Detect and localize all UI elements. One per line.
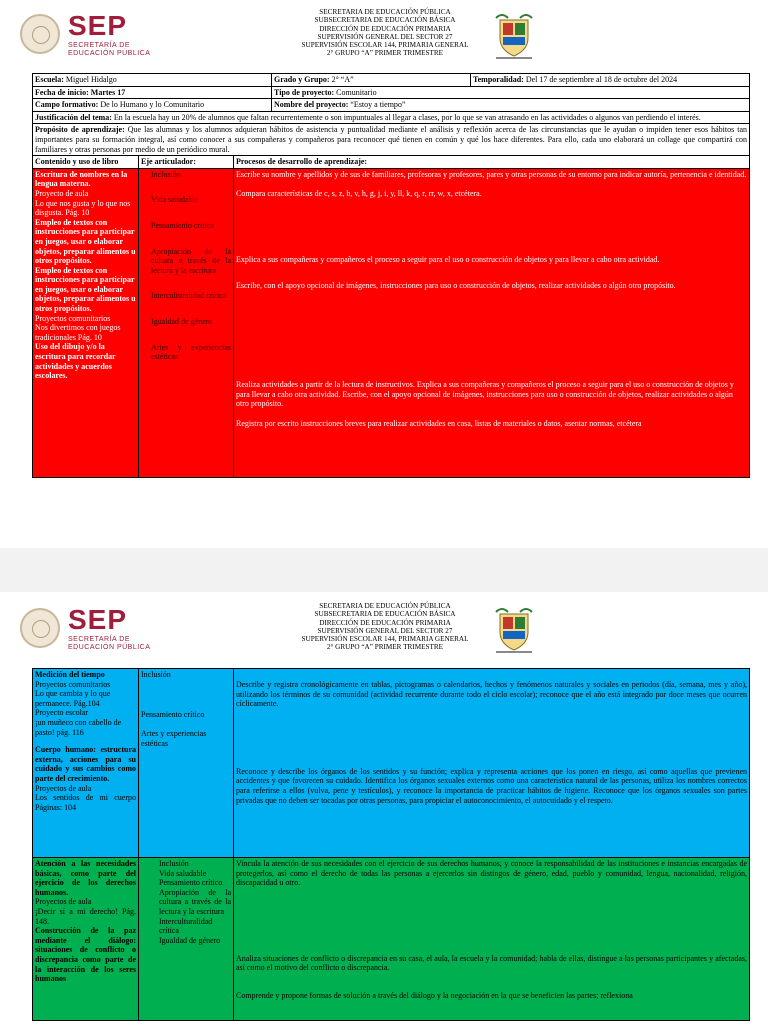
grado-cell: Grado y Grupo: 2° “A” [272, 74, 471, 87]
temporalidad-cell: Temporalidad: Del 17 de septiembre al 18 de octubre del 2024 [471, 74, 750, 87]
tipo-value: Comunitario [336, 87, 377, 97]
state-shield-icon [494, 606, 534, 654]
header-line: SUPERVISIÓN ESCOLAR 144, PRIMARIA GENERAL [301, 41, 469, 50]
fecha-cell: Fecha de inicio: Martes 17 [33, 86, 272, 99]
proceso-item: Explica a sus compañeras y compañeros el proceso a seguir para el uso o construcción de objetos y para llevar a cabo otra actividad. [236, 254, 660, 264]
escuela-cell: Escuela: Miguel Hidalgo [33, 74, 272, 87]
contenido-item: Empleo de textos con instrucciones para participar en juegos, usar o elaborar objetos, preparar alimentos u otros propósitos. [35, 265, 136, 314]
contenido-item: Atención a las necesidades básicas, como parte del ejercicio de los derechos humanos. [35, 859, 136, 897]
contenido-item: Lo que nos gusta y lo que nos disgusta. Pág. 10 [35, 198, 131, 218]
eje-item: Artes y experiencias estéticas [151, 342, 231, 362]
column-header-procesos: Procesos de desarrollo de aprendizaje: [234, 156, 750, 169]
sep-logo-subtitle-1: SECRETARÍA DE [68, 636, 130, 643]
eje-item: Interculturalidad crítica [159, 916, 213, 936]
table-row [33, 86, 750, 99]
contenido-item: Medición del tiempo [35, 670, 105, 679]
project-plan-table-continued [32, 668, 750, 1021]
proceso-item: Compara características de c, s, z, b, v, h, g, j, i, y, ll, k, q, r, rr, w, x, etcétera. [236, 189, 482, 199]
nombre-cell: Nombre del proyecto: “Estoy a tiempo” [272, 99, 750, 112]
contenido-item: Escritura de nombres en la lengua materna. [35, 169, 128, 189]
contenido-item: Nos divertimos con juegos tradicionales Pág. 10 [35, 323, 121, 342]
tipo-cell: Tipo de proyecto: Comunitario [272, 86, 750, 99]
national-seal-icon [20, 608, 60, 648]
eje-item: Igualdad de género [159, 935, 221, 945]
eje-item: Pensamiento crítico [141, 709, 205, 719]
eje-item: Inclusión [159, 859, 189, 868]
justificacion-cell: Justificación del tema: En la escuela hay un 20% de alumnos que faltan recurrentemente o son impuntuales al llegar a clases, por lo que se van atrasando en las actividades o algunos van perdiendo el interés. [33, 111, 750, 124]
contenido-item: Construcción de la paz mediante el diálogo: situaciones de conflicto o discrepancia como parte de la interacción de los seres humanos [35, 926, 136, 984]
proposito-cell: Propósito de aprendizaje: Que las alumnas y los alumnos adquieran hábitos de asistencia y puntualidad mediante el análisis y reflexión acerca de las circunstancias que le ayudan o impiden tener esos hábitos tan importantes para su formación integral, así como conocer a sus compañeras y compañeros para reconocer qué tienen en común y qué los hace diferentes. Para ello, cada uno elaborará un collage que compartirá con familiares y otras personas por medio de un periódico mural. [33, 124, 750, 156]
campo-value: De lo Humano y lo Comunitario [100, 100, 205, 110]
eje-item: Interculturalidad crítica [151, 291, 227, 301]
header-line: DIRECCIÓN DE EDUCACIÓN PRIMARIA [319, 24, 451, 33]
table-row [33, 99, 750, 112]
blue-contenido-cell [33, 669, 139, 858]
contenido-item: ¡un muñeco con cabello de pasto! pág. 116 [35, 717, 122, 737]
red-content-row [33, 168, 750, 477]
justificacion-value: En la escuela hay un 20% de alumnos que faltan recurrentemente o son impuntuales al llegar a clases, por lo que se van atrasando en las actividades o algunos van perdiendo el interés. [113, 112, 701, 122]
eje-item: Inclusión [151, 169, 181, 179]
document-header [270, 8, 500, 58]
column-header-eje: Eje articulador: [139, 156, 234, 169]
eje-item: Inclusión [141, 670, 171, 679]
proceso-item: Realiza actividades a partir de la lectura de instructivos. Explica a sus compañeras y compañeros el proceso a seguir para el uso o construcción de objetos y para llevar a cabo otra actividad. Escribe, con el apoyo opcional de imágenes, instrucciones para uso o construcción de objetos, realizar actividades o algún otro propósito. [236, 380, 734, 409]
green-procesos-cell [234, 858, 750, 1021]
red-procesos-cell [234, 168, 750, 477]
header-line: SECRETARIA DE EDUCACIÓN PÚBLICA [319, 8, 451, 16]
grado-value: 2° “A” [331, 75, 354, 84]
national-seal-icon [20, 14, 60, 54]
column-header-row [33, 156, 750, 169]
header-line: SECRETARIA DE EDUCACIÓN PÚBLICA [319, 602, 451, 610]
project-plan-table [32, 73, 750, 478]
eje-item: Pensamiento crítico [159, 878, 223, 888]
column-header-contenido: Contenido y uso de libro [33, 156, 139, 169]
nombre-value: “Estoy a tiempo” [350, 100, 406, 110]
header-line: SUPERVISIÓN GENERAL DEL SECTOR 27 [317, 626, 453, 635]
contenido-item: Empleo de textos con instrucciones para participar en juegos, usar o elaborar objetos, preparar alimentos u otros propósitos. [35, 217, 136, 266]
contenido-item: Uso del dibujo y/o la escritura para recordar actividades y acuerdos escolares. [35, 342, 116, 381]
proceso-item: Reconoce y describe los órganos de los sentidos y su función; explica y representa acciones que los ponen en riesgo, así como aquellas que previenen accidentes y que favorecen su cuidado. Identifica los órganos sexuales externos como una característica natural de las personas, utiliza los nombres correctos para referirse a ellos (vulva, pene y testículos), y reconoce la importancia de practicar hábitos de higiene. Reconoce que los órganos sexuales son partes privadas que no deben ser tocadas por otras personas, para propiciar el autoconocimiento, el autocuidado y el respeto. [236, 766, 747, 805]
header-line: SUBSECRETARIA DE EDUCACIÓN BÁSICA [314, 610, 456, 619]
eje-item: Vida saludable [159, 868, 207, 878]
contenido-item: Los sentidos de mi cuerpo Páginas: 104 [35, 793, 136, 812]
sep-logo-subtitle-2: EDUCACIÓN PÚBLICA [68, 50, 151, 57]
proceso-item: Escribe su nombre y apellidos y de sus de familiares, profesoras y profesores, pares y otras personas de su entorno para indicar autoría, pertenencia e identidad. [236, 169, 747, 179]
header-line: SUPERVISIÓN GENERAL DEL SECTOR 27 [317, 32, 453, 41]
blue-procesos-cell [234, 669, 750, 858]
blue-content-row [33, 669, 750, 858]
temporalidad-value: Del 17 de septiembre al 18 de octubre del 2024 [525, 75, 678, 84]
proceso-item: Analiza situaciones de conflicto o discrepancia en su casa, el aula, la escuela y la comunidad; habla de ellas, distingue a las personas participantes y afectadas, así como el motivo del conflicto o discrepancia. [236, 953, 747, 973]
contenido-item: Proyectos de aula [35, 783, 92, 793]
contenido-item: Lo que cambia y lo que permanece. Pág.104 [35, 689, 111, 708]
sep-logo-subtitle-1: SECRETARÍA DE [68, 42, 130, 49]
proposito-value: Que las alumnas y los alumnos adquieran hábitos de asistencia y puntualidad mediante el análisis y reflexión acerca de las circunstancias que le ayudan o impiden tener esos hábitos tan importantes para su formación integral, así como conocer a sus compañeras y compañeros para reconocer qué tienen en común y qué los hace diferentes. Para ello, cada uno elaborará un collage que compartirá con familiares y otras personas por medio de un periódico mural. [35, 125, 748, 154]
header-line: 2° GRUPO “A” PRIMER TRIMESTRE [326, 49, 444, 58]
table-row [33, 124, 750, 156]
sep-logo-subtitle-2: EDUCACIÓN PÚBLICA [68, 644, 151, 651]
proceso-item: Comprende y propone formas de solución a través del diálogo y la negociación en la que se beneficien las partes; reflexiona [236, 990, 633, 1000]
red-eje-cell [139, 168, 234, 477]
header-line: 2° GRUPO “A” PRIMER TRIMESTRE [326, 643, 444, 652]
proceso-item: Escribe, con el apoyo opcional de imágenes, instrucciones para uso o construcción de objetos, realizar actividades o algún otro propósito. [236, 280, 676, 290]
eje-item: Artes y experiencias estéticas [141, 729, 207, 748]
sep-logo-text: SEP [68, 604, 128, 635]
contenido-item: Proyectos comunitarios [35, 679, 111, 689]
campo-cell: Campo formativo: De lo Humano y lo Comunitario [33, 99, 272, 112]
header-line: SUBSECRETARIA DE EDUCACIÓN BÁSICA [314, 16, 456, 25]
sep-logo-text: SEP [68, 10, 128, 41]
sep-logo [20, 12, 180, 60]
contenido-item: Proyecto de aula [35, 188, 89, 198]
sep-logo [20, 606, 180, 654]
green-contenido-cell [33, 858, 139, 1021]
contenido-item: Cuerpo humano: estructura externa, acciones para su cuidado y sus cambios como parte del crecimiento. [35, 745, 136, 783]
red-contenido-cell [33, 168, 139, 477]
eje-item: Pensamiento crítico [151, 220, 215, 230]
document-header [270, 602, 500, 652]
proceso-item: Describe y registra cronológicamente en tablas, pictogramas o calendarios, hechos y fenómenos naturales y sociales en periodos (día, semana, mes y año), utilizando los términos de su comunidad (actividad recurrente durante todo el ciclo escolar); reconoce que el año está integrado por doce meses que ocurren cíclicamente. [236, 680, 747, 709]
header-line: SUPERVISIÓN ESCOLAR 144, PRIMARIA GENERAL [301, 635, 469, 644]
contenido-item: Proyecto escolar [35, 708, 89, 718]
contenido-item: ¡Decir sí a mi derecho! Pág. 148. [35, 906, 136, 926]
green-content-row [33, 858, 750, 1021]
eje-item: Apropiación de la cultura a través de la lectura y la escritura [151, 246, 231, 275]
state-shield-icon [494, 12, 534, 60]
contenido-item: Proyectos de aula [35, 897, 92, 907]
contenido-item: Proyectos comunitarios [35, 313, 111, 323]
green-eje-cell [139, 858, 234, 1021]
table-row [33, 111, 750, 124]
eje-item: Igualdad de género [151, 316, 213, 326]
header-line: DIRECCIÓN DE EDUCACIÓN PRIMARIA [319, 618, 451, 627]
table-row [33, 74, 750, 87]
document-page-2 [0, 592, 768, 1024]
blue-eje-cell [139, 669, 234, 858]
eje-item: Apropiación de la cultura a través de la lectura y la escritura [159, 887, 231, 916]
eje-item: Vida saludable [151, 195, 199, 205]
proceso-item: Registra por escrito instrucciones breves para realizar actividades en casa, listas de materiales o datos, asentar normas, etcétera [236, 418, 642, 428]
proceso-item: Vincula la atención de sus necesidades con el ejercicio de sus derechos humanos, y conoce la responsabilidad de las instituciones e instancias encargadas de protegerlos, así como el derecho de todas las personas a ejercerlos sin distingos de género, edad, pueblo y comunidad, lengua, nacionalidad, religión, discapacidad u otro. [236, 859, 747, 888]
escuela-value: Miguel Hidalgo [65, 75, 117, 84]
